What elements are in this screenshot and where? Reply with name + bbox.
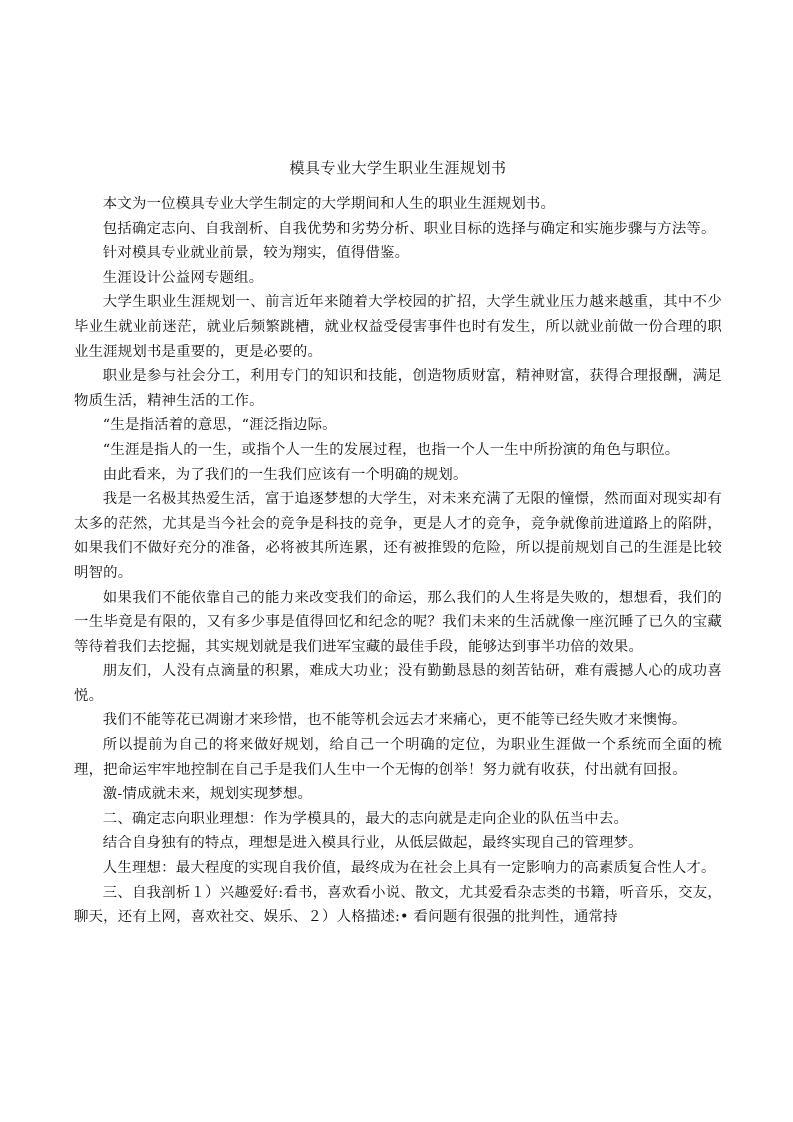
paragraph-life-ideal: 人生理想：最大程度的实现自我价值，最终成为在社会上具有一定影响力的高素质复合性人才。 [102, 860, 716, 877]
paragraph-intro: 本文为一位模具专业大学生制定的大学期间和人生的职业生涯规划书。 [102, 196, 556, 212]
paragraph-reference-note: 针对模具专业就业前景，较为翔实，值得借鉴。 [102, 245, 410, 262]
paragraph-self-intro: 我是一名极其热爱生活，富于追逐梦想的大学生，对未来充满了无限的憧憬，然而面对现实却有太多的茫然，尤其是当今社会的竞争是科技的竞争，更是人才的竞争，竞争就像前进道路上的陷阱，如果我们不做好充分的准备，必将被其所连累，还有被推毁的危险，所以提前规划自己的生涯是比较明智的。 [74, 491, 722, 581]
paragraph-shengya-meaning: “生涯是指人的一生，或指个人一生的发展过程，也指一个人一生中所扮演的角色与职位。 [102, 441, 680, 458]
document-title: 模具专业大学生职业生涯规划书 [289, 159, 507, 177]
paragraph-plan-ahead: 所以提前为自己的将来做好规划，给自己一个明确的定位，为职业生涯做一个系统而全面的梳理，把命运牢牢地控制在自己手是我们人生中一个无悔的创举！努力就有收获，付出就有回报。 [74, 737, 722, 778]
paragraph-section-three: 三、自我剖析１）兴趣爱好:看书，喜欢看小说、散文，尤其爱看杂志类的书籍，听音乐，交友，聊天，还有上网，喜欢社交、娱乐、２）人格描述:• 看问题有很强的批判性，通常持 [74, 884, 722, 926]
paragraph-career-definition: 职业是参与社会分工，利用专门的知识和技能，创造物质财富，精神财富，获得合理报酬，满足物质生活，精神生活的工作。 [74, 368, 722, 409]
paragraph-ideal: 结合自身独有的特点，理想是进入模具行业，从低层做起，最终实现自己的管理梦。 [102, 835, 643, 852]
paragraph-need-plan: 由此看来，为了我们的一生我们应该有一个明确的规划。 [102, 466, 468, 483]
paragraph-sheng-meaning: “生是指活着的意思，“涯泛指边际。 [102, 417, 337, 434]
paragraph-cherish: 我们不能等花已凋谢才来珍惜，也不能等机会远去才来痛心，更不能等已经失败才来懊悔。 [102, 712, 687, 729]
paragraph-motto: 激-情成就未来，规划实现梦想。 [102, 786, 313, 803]
paragraph-preface: 大学生职业生涯规划一、前言近年来随着大学校园的扩招，大学生就业压力越来越重，其中不少毕业生就业前迷茫，就业后频繁跳槽，就业权益受侵害事件也时有发生，所以就业前做一份合理的职业生涯规划书是重要的，更是必要的。 [74, 294, 722, 360]
paragraph-friends: 朋友们，人没有点滴量的积累，难成大功业；没有勤勤恳恳的刻苦钻研，难有震撼人心的成功喜悦。 [74, 663, 722, 704]
paragraph-section-two: 二、确定志向职业理想：作为学模具的，最大的志向就是走向企业的队伍当中去。 [102, 810, 629, 827]
document-page [74, 156, 722, 930]
paragraph-scope: 包括确定志向、自我剖析、自我优势和劣势分析、职业目标的选择与确定和实施步骤与方法等。 [102, 220, 716, 237]
paragraph-source: 生涯设计公益网专题组。 [102, 269, 264, 286]
paragraph-destiny: 如果我们不能依靠自己的能力来改变我们的命运，那么我们的人生将是失败的，想想看，我们的一生毕竟是有限的，又有多少事是值得回忆和纪念的呢？我们未来的生活就像一座沉睡了已久的宝藏等待着我们去挖掘，其实规划就是我们进军宝藏的最佳手段，能够达到事半功倍的效果。 [74, 589, 722, 655]
